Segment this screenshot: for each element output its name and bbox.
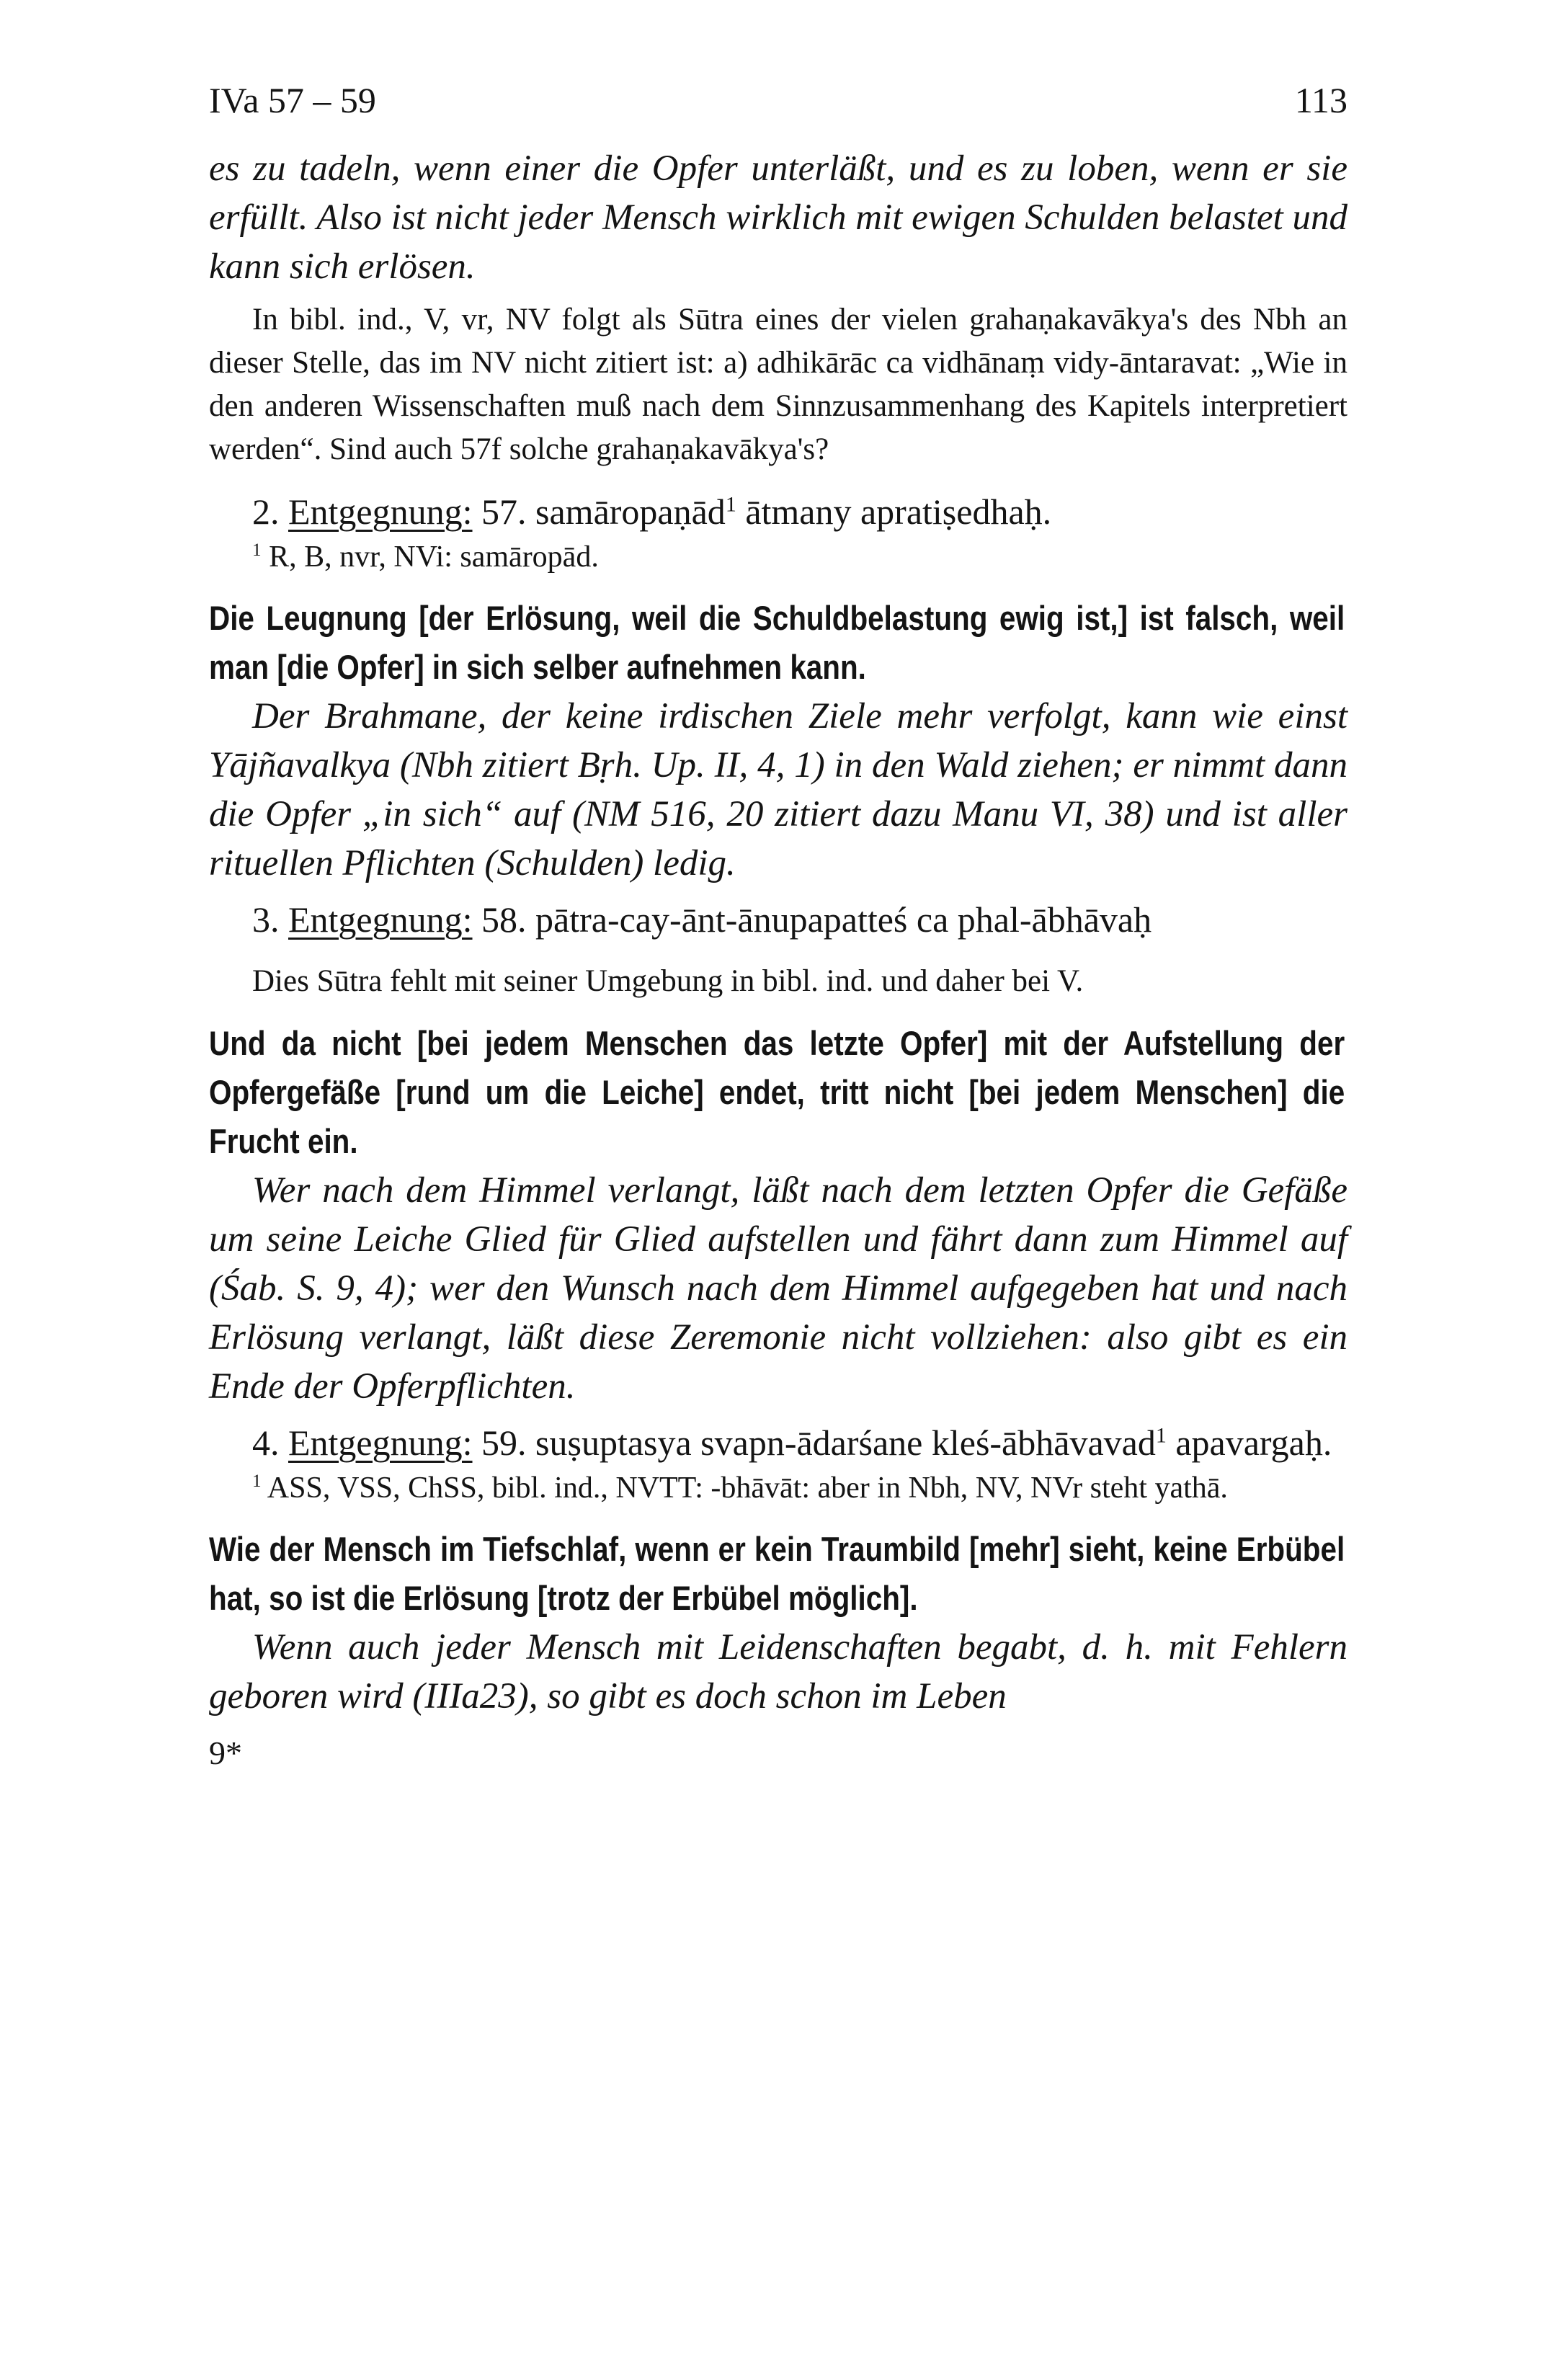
- rebuttal-label: Entgegnung:: [288, 491, 473, 532]
- footnote-text: ASS, VSS, ChSS, bibl. ind., NVTT: -bhāvāt: aber in Nbh, NV, NVr steht yathā.: [267, 1471, 1228, 1505]
- commentary-58: Wer nach dem Himmel verlangt, läßt nach dem letzten Opfer die Gefäße um seine Leiche Glied für Glied aufstellen und fährt dann zum Himmel auf (Śab. S. 9, 4); wer den Wunsch nach dem Himmel aufgegeben hat und nach Erlösung verlangt, läßt diese Zeremonie nicht vollziehen: also gibt es ein Ende der Opferpflichten.: [209, 1170, 1348, 1407]
- sutra-text-tail: ātmany apratiṣedhaḥ.: [745, 491, 1052, 532]
- commentary-57: Der Brahmane, der keine irdischen Ziele mehr verfolgt, kann wie einst Yājñavalkya (Nbh zitiert Bṛh. Up. II, 4, 1) in den Wald ziehen; er nimmt dann die Opfer „in sich“ auf (NM 516, 20 zitiert dazu Manu VI, 38) und ist aller rituellen Pflichten (Schulden) ledig.: [209, 696, 1348, 883]
- footnote-text: R, B, nvr, NVi: samāropād.: [269, 540, 599, 574]
- translation-58: Und da nicht [bei jedem Menschen das letzte Opfer] mit der Aufstellung der Opfergefäße [rund um die Leiche] endet, tritt nicht [bei jedem Menschen] die Frucht ein.: [209, 1024, 1345, 1160]
- footnote-mark: 1: [252, 540, 262, 560]
- signature-mark: 9*: [209, 1735, 242, 1771]
- sutra-number: 4.: [252, 1422, 280, 1463]
- page: [209, 79, 1348, 1772]
- running-header: [209, 79, 1348, 144]
- footnote-57: [209, 536, 1348, 578]
- sutra-text-tail: apavargaḥ.: [1175, 1422, 1332, 1463]
- sutra-58: [209, 895, 1348, 944]
- footnote-ref: 1: [1155, 1423, 1167, 1448]
- sutra-text: 57. samāropaṇād: [481, 491, 726, 532]
- sutra-text: 58. pātra-cay-ānt-ānupapatteś ca phal-ābhāvaḥ: [481, 899, 1152, 940]
- footnote-59: [209, 1467, 1348, 1509]
- footnote-mark: 1: [252, 1471, 262, 1491]
- rebuttal-label: Entgegnung:: [288, 899, 473, 940]
- sutra-number: 2.: [252, 491, 280, 532]
- header-section-ref: IVa 57 – 59: [209, 80, 376, 120]
- sutra-59: [209, 1418, 1348, 1467]
- footnote-ref: 1: [725, 492, 736, 517]
- sutra-number: 3.: [252, 899, 280, 940]
- sutra-text: 59. suṣuptasya svapn-ādarśane kleś-ābhāvavad: [481, 1422, 1156, 1463]
- rebuttal-label: Entgegnung:: [288, 1422, 473, 1463]
- editorial-note-58: Dies Sūtra fehlt mit seiner Umgebung in bibl. ind. und daher bei V.: [252, 964, 1084, 998]
- page-number: 113: [1294, 80, 1348, 120]
- commentary-paragraph-1: es zu tadeln, wenn einer die Opfer unterläßt, und es zu loben, wenn er sie erfüllt. Also ist nicht jeder Mensch wirklich mit ewigen Schulden belastet und kann sich erlösen.: [209, 148, 1348, 287]
- editorial-note-1: In bibl. ind., V, vr, NV folgt als Sūtra eines der vielen grahaṇakavākya's des Nbh an dieser Stelle, das im NV nicht zitiert ist: a) adhikārāc ca vidhānaṃ vidy-āntaravat: „Wie in den anderen Wissenschaften muß nach dem Sinnzusammenhang des Kapitels interpretiert werden“. Sind auch 57f solche grahaṇakavākya's?: [209, 303, 1348, 466]
- commentary-59: Wenn auch jeder Mensch mit Leidenschaften begabt, d. h. mit Fehlern geboren wird (IIIa23), so gibt es doch schon im Leben: [209, 1627, 1348, 1716]
- translation-57: Die Leugnung [der Erlösung, weil die Schuldbelastung ewig ist,] ist falsch, weil man [die Opfer] in sich selber aufnehmen kann.: [209, 599, 1345, 686]
- sutra-57: [209, 487, 1348, 536]
- translation-59: Wie der Mensch im Tiefschlaf, wenn er kein Traumbild [mehr] sieht, keine Erbübel hat, so ist die Erlösung [trotz der Erbübel möglich].: [209, 1530, 1345, 1617]
